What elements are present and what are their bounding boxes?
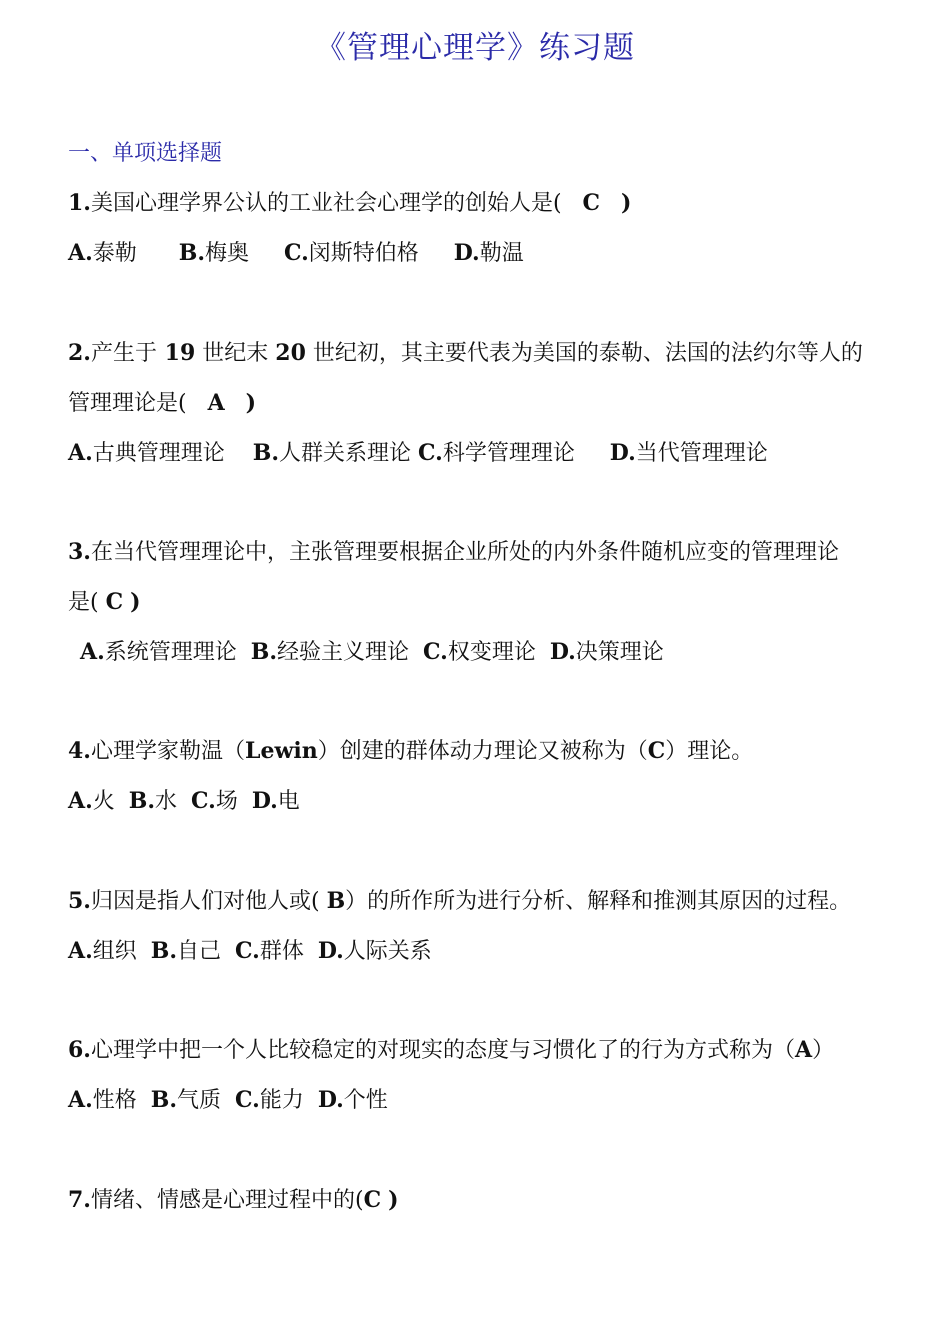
option-text: 火: [92, 789, 115, 814]
option-text: 性格: [92, 1088, 137, 1113]
option-key: A.: [68, 240, 93, 266]
option-text: 决策理论: [575, 640, 664, 665]
option-text: 群体: [259, 939, 304, 964]
option-key: A.: [68, 938, 93, 964]
question-text: 情绪、情感是心理过程中的(: [90, 1188, 364, 1213]
option-text: 古典管理理论: [92, 441, 225, 466]
question-text: 心理学家勒温（: [90, 739, 245, 764]
paren-close: ): [245, 390, 257, 416]
paren-close: ): [621, 190, 632, 216]
year-number: 19: [164, 340, 196, 366]
question-4-options: [68, 786, 300, 817]
option-key: C.: [235, 1087, 260, 1113]
answer-mark: B: [326, 888, 346, 914]
question-text: 产生于: [90, 341, 157, 366]
option-text: 系统管理理论: [104, 640, 237, 665]
option-key: D.: [609, 440, 636, 466]
option-text: 人际关系: [343, 939, 432, 964]
option-key: B.: [252, 440, 279, 466]
option-key: B.: [150, 1087, 178, 1113]
option-key: D.: [251, 788, 278, 814]
document-title: 《管理心理学》练习题: [315, 30, 635, 66]
question-number: 5.: [68, 888, 91, 914]
option-text: 个性: [343, 1088, 388, 1113]
option-key: B.: [128, 788, 156, 814]
question-6-stem: [68, 1035, 834, 1066]
option-key: C.: [418, 440, 443, 466]
question-3-stem: [68, 537, 839, 568]
option-text: 自己: [177, 939, 222, 964]
option-key: C.: [191, 788, 216, 814]
option-key: D.: [317, 938, 344, 964]
option-key: C.: [283, 240, 309, 266]
option-text: 能力: [259, 1088, 304, 1113]
question-number: 4.: [68, 738, 91, 764]
answer-mark: C: [647, 738, 666, 764]
question-text: 心理学中把一个人比较稳定的对现实的态度与习惯化了的行为方式称为（: [90, 1038, 795, 1063]
option-key: B.: [178, 240, 205, 266]
question-3-options: [80, 637, 664, 668]
option-text: 经验主义理论: [277, 640, 410, 665]
option-key: D.: [549, 639, 576, 665]
question-2-options: [68, 438, 768, 469]
question-5-stem: [68, 886, 851, 917]
option-text: 人群关系理论: [279, 441, 412, 466]
option-key: A.: [80, 639, 105, 665]
option-key: B.: [250, 639, 278, 665]
option-key: A.: [68, 788, 93, 814]
question-text: 归因是指人们对他人或(: [90, 889, 320, 914]
option-text: 水: [155, 789, 178, 814]
option-text: 梅奥: [204, 241, 249, 266]
question-text: 世纪初，其主要代表为美国的泰勒、法国的法约尔等人的: [312, 341, 863, 366]
option-text: 闵斯特伯格: [308, 241, 419, 266]
question-6-options: [68, 1085, 388, 1116]
option-text: 场: [215, 789, 238, 814]
option-text: 科学管理理论: [442, 441, 575, 466]
question-1-options: [68, 238, 524, 269]
question-7-stem: [68, 1185, 399, 1216]
option-key: C.: [235, 938, 260, 964]
option-text: 电: [277, 789, 300, 814]
option-text: 泰勒: [92, 241, 137, 266]
answer-mark: A: [207, 390, 225, 416]
paren-close: ): [130, 589, 141, 615]
question-5-options: [68, 936, 432, 967]
question-2-stem: [68, 338, 863, 369]
answer-mark: C: [363, 1187, 382, 1213]
question-text: ）的所作所为进行分析、解释和推测其原因的过程。: [345, 889, 852, 914]
option-key: D.: [453, 240, 480, 266]
question-number: 6.: [68, 1037, 91, 1063]
question-text: ）创建的群体动力理论又被称为（: [317, 739, 648, 764]
question-text: 世纪末: [202, 341, 269, 366]
question-text: ）: [812, 1038, 835, 1063]
section-heading: 一、单项选择题: [68, 141, 223, 166]
option-text: 气质: [177, 1088, 222, 1113]
question-number: 7.: [68, 1187, 91, 1213]
question-4-stem: [68, 736, 753, 767]
option-text: 权变理论: [447, 640, 536, 665]
question-number: 1.: [68, 190, 91, 216]
question-number: 3.: [68, 539, 91, 565]
question-text: ）理论。: [665, 739, 754, 764]
person-name: Lewin: [244, 738, 318, 764]
option-key: B.: [150, 938, 178, 964]
option-text: 当代管理理论: [635, 441, 768, 466]
option-text: 勒温: [479, 241, 524, 266]
option-text: 组织: [92, 939, 137, 964]
option-key: A.: [68, 440, 93, 466]
answer-mark: C: [582, 190, 601, 216]
answer-mark: A: [794, 1037, 813, 1063]
option-key: D.: [317, 1087, 344, 1113]
question-text: 在当代管理理论中，主张管理要根据企业所处的内外条件随机应变的管理理论: [90, 540, 839, 565]
question-3-stem-cont: [68, 587, 141, 618]
question-text: 美国心理学界公认的工业社会心理学的创始人是(: [90, 191, 562, 216]
option-key: C.: [423, 639, 448, 665]
option-key: A.: [68, 1087, 93, 1113]
year-number: 20: [275, 340, 306, 366]
paren-close: ): [388, 1187, 399, 1213]
question-text: 管理理论是(: [68, 391, 187, 416]
question-text: 是(: [68, 590, 99, 615]
question-1-stem: [68, 188, 631, 219]
question-2-stem-cont: [68, 388, 256, 419]
answer-mark: C: [105, 589, 124, 615]
question-number: 2.: [68, 340, 91, 366]
